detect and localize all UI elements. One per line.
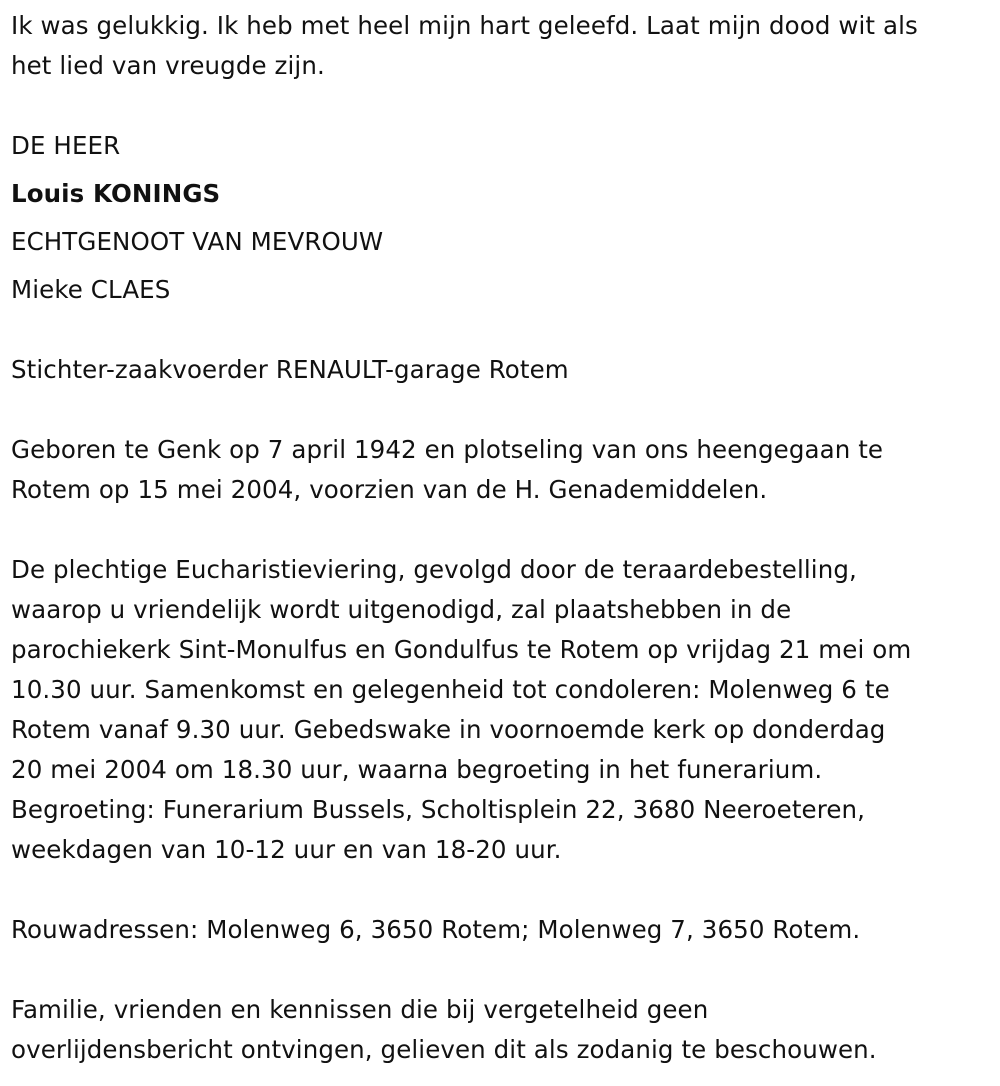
ceremony-line-8: weekdagen van 10-12 uur en van 18-20 uur. <box>11 835 562 864</box>
ceremony-line-4: 10.30 uur. Samenkomst en gelegenheid tot condoleren: Molenweg 6 te <box>11 675 890 704</box>
closing-line-2: overlijdensbericht ontvingen, gelieven dit als zodanig te beschouwen. <box>11 1035 877 1064</box>
quote-line-2: het lied van vreugde zijn. <box>11 51 325 80</box>
ceremony-line-5: Rotem vanaf 9.30 uur. Gebedswake in voornoemde kerk op donderdag <box>11 715 886 744</box>
spouse-label: ECHTGENOOT VAN MEVROUW <box>11 227 384 256</box>
mourning-addresses: Rouwadressen: Molenweg 6, 3650 Rotem; Molenweg 7, 3650 Rotem. <box>11 915 861 944</box>
deceased-name: Louis KONINGS <box>11 179 221 208</box>
ceremony-line-1: De plechtige Eucharistieviering, gevolgd door de teraardebestelling, <box>11 555 857 584</box>
ceremony-line-7: Begroeting: Funerarium Bussels, Scholtisplein 22, 3680 Neeroeteren, <box>11 795 866 824</box>
ceremony-line-2: waarop u vriendelijk wordt uitgenodigd, zal plaatshebben in de <box>11 595 792 624</box>
ceremony-line-6: 20 mei 2004 om 18.30 uur, waarna begroeting in het funerarium. <box>11 755 823 784</box>
occupation: Stichter-zaakvoerder RENAULT-garage Rotem <box>11 355 569 384</box>
closing-line-1: Familie, vrienden en kennissen die bij vergetelheid geen <box>11 995 709 1024</box>
ceremony-line-3: parochiekerk Sint-Monulfus en Gondulfus te Rotem op vrijdag 21 mei om <box>11 635 912 664</box>
birth-death-line-1: Geboren te Genk op 7 april 1942 en plotseling van ons heengegaan te <box>11 435 884 464</box>
quote-line-1: Ik was gelukkig. Ik heb met heel mijn hart geleefd. Laat mijn dood wit als <box>11 11 918 40</box>
birth-death-line-2: Rotem op 15 mei 2004, voorzien van de H. Genademiddelen. <box>11 475 768 504</box>
title-prefix: DE HEER <box>11 131 121 160</box>
spouse-name: Mieke CLAES <box>11 275 171 304</box>
